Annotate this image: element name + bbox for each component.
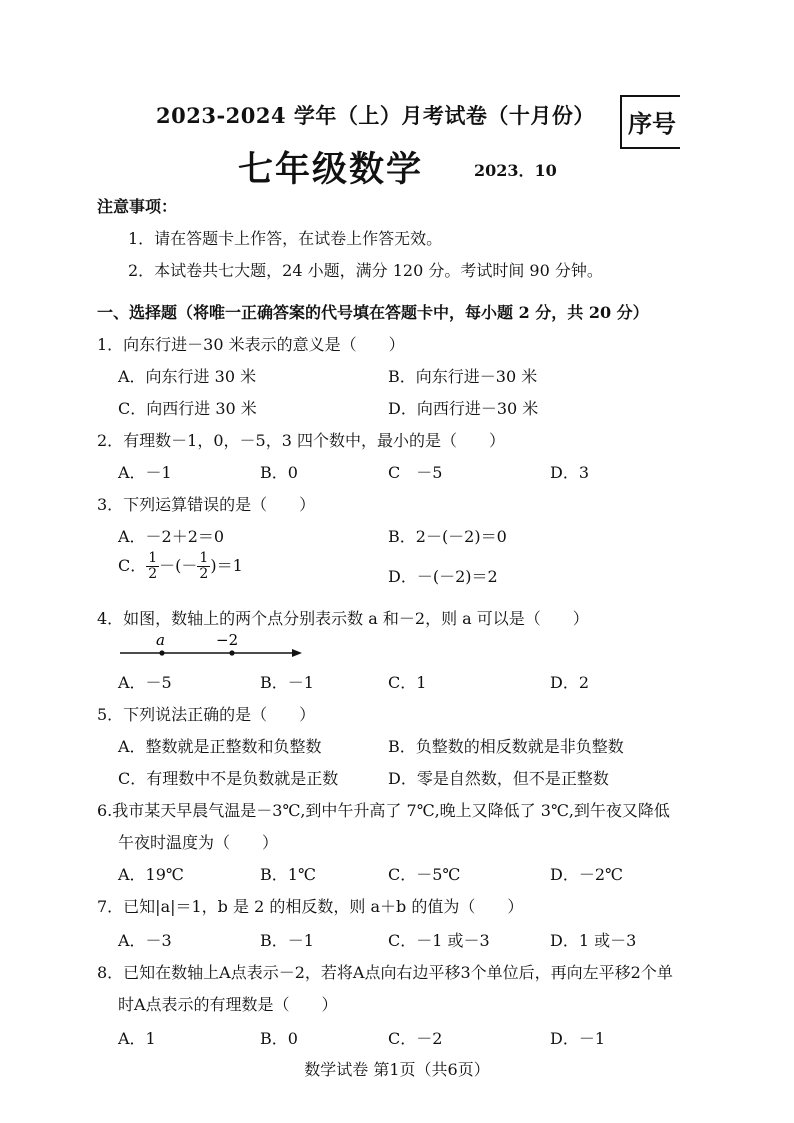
- q1-option-c: C．向西行进 30 米: [118, 399, 257, 418]
- q6-option-c: C．－5℃: [388, 865, 461, 884]
- q2-option-a: A．－1: [118, 463, 172, 482]
- q1-option-a: A．向东行进 30 米: [118, 367, 257, 386]
- q8-option-d: D．－1: [550, 1029, 606, 1048]
- q8-option-c: C．－2: [388, 1029, 443, 1048]
- q4-option-a: A．－5: [118, 673, 172, 692]
- q8-option-a: A．1: [118, 1029, 156, 1048]
- question-6-stem: 6.我市某天早晨气温是－3℃,到中午升高了 7℃,晚上又降低了 3℃,到午夜又降低: [97, 801, 670, 820]
- fraction-half: [146, 551, 159, 582]
- q1-option-b: B．向东行进－30 米: [388, 367, 538, 386]
- point-a-label: a: [156, 632, 165, 649]
- question-5-stem: 5．下列说法正确的是（ ）: [97, 705, 316, 724]
- note-item: 2．本试卷共七大题，24 小题，满分 120 分。考试时间 90 分钟。: [128, 261, 603, 280]
- q6-option-b: B．1℃: [260, 865, 316, 884]
- point-neg-2: [229, 650, 234, 655]
- q3-option-c-mid: －(－: [159, 556, 198, 575]
- fraction-numerator: 1: [148, 550, 158, 566]
- q5-option-c: C．有理数中不是负数就是正数: [118, 769, 339, 788]
- q7-option-c: C．－1 或－3: [388, 931, 490, 950]
- exam-date: 2023．10: [474, 161, 557, 180]
- q3-option-c-tail: )＝1: [210, 556, 243, 575]
- note-item: 1．请在答题卡上作答，在试卷上作答无效。: [128, 229, 443, 248]
- q4-option-d: D．2: [550, 673, 590, 692]
- q8-option-b: B．0: [260, 1029, 298, 1048]
- q5-option-d: D．零是自然数，但不是正整数: [388, 769, 609, 788]
- q3-option-d: D．－(－2)＝2: [388, 567, 498, 586]
- q4-option-b: B．－1: [260, 673, 314, 692]
- question-8-stem-line2: 时A点表示的有理数是（ ）: [118, 995, 338, 1014]
- question-7-stem: 7．已知|a|＝1，b 是 2 的相反数，则 a＋b 的值为（ ）: [97, 897, 524, 916]
- q3-option-c: [118, 551, 243, 582]
- q7-option-b: B．－1: [260, 931, 314, 950]
- exam-title: 2023-2024 学年（上）月考试卷（十月份）: [156, 103, 595, 128]
- number-line-svg: [118, 632, 308, 662]
- fraction-denominator: 2: [199, 566, 209, 582]
- q3-option-c-label: C．: [118, 556, 147, 575]
- question-1-stem: 1．向东行进－30 米表示的意义是（ ）: [97, 335, 405, 354]
- point-a: [159, 650, 164, 655]
- q2-option-c: C －5: [388, 463, 443, 482]
- q3-option-b: B．2－(－2)＝0: [388, 527, 507, 546]
- q4-option-c: C．1: [388, 673, 427, 692]
- question-6-stem-line2: 午夜时温度为（ ）: [118, 833, 279, 852]
- q1-option-d: D．向西行进－30 米: [388, 399, 539, 418]
- q5-option-a: A．整数就是正整数和负整数: [118, 737, 322, 756]
- q2-option-b: B．0: [260, 463, 298, 482]
- serial-number-box: 序号: [620, 95, 680, 149]
- question-8-stem: 8．已知在数轴上A点表示－2，若将A点向右边平移3个单位后，再向左平移2个单: [97, 963, 673, 982]
- fraction-numerator: 1: [199, 550, 209, 566]
- question-4-stem: 4．如图，数轴上的两个点分别表示数 a 和－2，则 a 可以是（ ）: [97, 609, 589, 628]
- q2-option-d: D．3: [550, 463, 590, 482]
- number-line-figure: [118, 632, 308, 662]
- number-line-arrow-icon: [292, 649, 302, 657]
- q3-option-a: A．－2＋2＝0: [118, 527, 225, 546]
- subject-title: 七年级数学: [238, 149, 424, 190]
- point-neg-2-label: −2: [216, 632, 239, 649]
- fraction-denominator: 2: [148, 566, 158, 582]
- section-heading: 一、选择题（将唯一正确答案的代号填在答题卡中，每小题 2 分，共 20 分）: [97, 303, 649, 322]
- q6-option-a: A．19℃: [118, 865, 184, 884]
- notes-heading: 注意事项：: [97, 197, 178, 216]
- question-2-stem: 2．有理数－1，0，－5，3 四个数中，最小的是（ ）: [97, 431, 505, 450]
- q7-option-a: A．－3: [118, 931, 172, 950]
- fraction-half: [197, 551, 210, 582]
- q6-option-d: D．－2℃: [550, 865, 623, 884]
- q7-option-d: D．1 或－3: [550, 931, 637, 950]
- q5-option-b: B．负整数的相反数就是非负整数: [388, 737, 624, 756]
- page-footer: 数学试卷 第1页（共6页）: [304, 1060, 490, 1079]
- question-3-stem: 3．下列运算错误的是（ ）: [97, 495, 316, 514]
